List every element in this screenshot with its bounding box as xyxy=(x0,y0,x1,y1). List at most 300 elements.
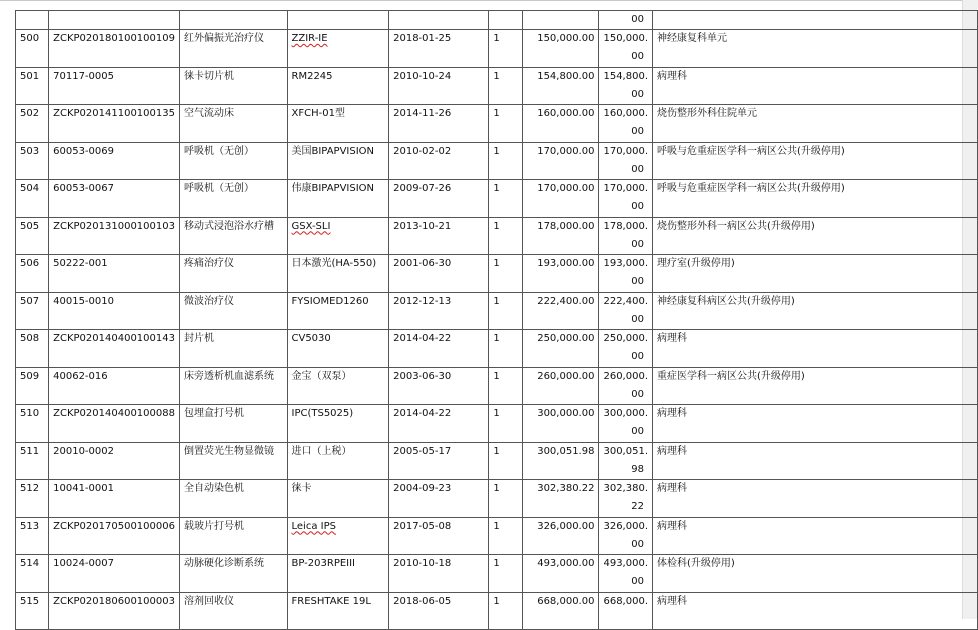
cell-total xyxy=(599,555,653,593)
cell-model-text: FYSIOMED1260 xyxy=(291,295,369,307)
cell-model-text: 日本激光(HA-550) xyxy=(291,258,377,269)
cell-price-text: 160,000.00 xyxy=(537,108,595,119)
cell-qty xyxy=(489,555,523,593)
cell-total-line1: 160,000. xyxy=(603,108,648,119)
cell-id-text: 502 xyxy=(20,108,40,119)
cell-total xyxy=(599,367,653,405)
cell-id-text: 504 xyxy=(20,183,40,194)
page-top-border xyxy=(0,0,978,1)
cell-date xyxy=(389,180,489,218)
cell-name-text: 载玻片打号机 xyxy=(183,520,244,532)
cell-dept xyxy=(653,255,978,293)
cell-dept-text: 病理科 xyxy=(657,483,687,494)
cell-id-text: 506 xyxy=(20,258,40,269)
cell-code-text: 70117-0005 xyxy=(53,70,114,82)
cell-code-text: 10024-0007 xyxy=(53,558,114,569)
table-row xyxy=(16,67,978,105)
cell-model xyxy=(287,292,389,330)
cell-price-text: 326,000.00 xyxy=(537,520,595,532)
cell-qty-text: 1 xyxy=(493,595,500,607)
cell-qty-text: 1 xyxy=(493,445,500,457)
cell-date-text: 2012-12-13 xyxy=(393,295,452,307)
table-row xyxy=(16,442,978,480)
cell-total-line1: 170,000. xyxy=(603,145,648,157)
cell-date xyxy=(389,255,489,293)
cell-dept-text: 呼吸与危重症医学科一病区公共(升级停用) xyxy=(657,183,845,194)
cell-code-text: ZCKP020140400100143 xyxy=(53,333,175,344)
cell-total xyxy=(599,105,653,143)
cell-price xyxy=(523,292,599,330)
cell-id-text: 512 xyxy=(20,483,40,494)
cell-name-text: 包埋盒打号机 xyxy=(183,408,244,419)
cell-dept xyxy=(653,367,978,405)
table-row xyxy=(16,105,978,143)
cell-id xyxy=(16,517,49,555)
cell-id xyxy=(16,592,49,630)
cell-qty xyxy=(489,142,523,180)
cell-price-text: 250,000.00 xyxy=(537,333,595,344)
cell-code-text: ZCKP020170500100006 xyxy=(53,520,175,532)
cell-id xyxy=(16,442,49,480)
cell-date-text: 2017-05-08 xyxy=(393,520,452,532)
cell-model xyxy=(287,517,389,555)
cell-id xyxy=(16,555,49,593)
cell-id xyxy=(16,30,49,68)
cell-total xyxy=(599,30,653,68)
cell-id xyxy=(16,405,49,443)
cell-date xyxy=(389,330,489,368)
cell-code-text: 50222-001 xyxy=(53,258,108,269)
cell-model xyxy=(287,142,389,180)
cell-dept xyxy=(653,592,978,630)
cell-id-text: 501 xyxy=(20,70,40,82)
cell-qty-text: 1 xyxy=(493,108,500,119)
cell-qty xyxy=(489,105,523,143)
cell-price xyxy=(523,217,599,255)
cell-total-line2: 00 xyxy=(631,276,644,287)
cell-id xyxy=(16,142,49,180)
cell-total xyxy=(599,292,653,330)
cell-name-text: 床旁透析机血滤系统 xyxy=(183,370,274,382)
cell-qty-text: 1 xyxy=(493,33,500,44)
cell-qty xyxy=(489,480,523,518)
cell-total-line1: 178,000. xyxy=(603,220,648,232)
cell-code xyxy=(49,480,180,518)
cell-date xyxy=(389,592,489,630)
cell-total-line2: 00 xyxy=(631,201,644,212)
cell-dept xyxy=(653,517,978,555)
cell-price xyxy=(523,255,599,293)
cell-date-text: 2014-11-26 xyxy=(393,108,452,119)
cell-model xyxy=(287,105,389,143)
cell-id-text: 505 xyxy=(20,220,40,232)
cell-price xyxy=(523,105,599,143)
cell-date xyxy=(389,30,489,68)
cell-total-line2: 00 xyxy=(631,313,644,325)
cell-code-text: 10041-0001 xyxy=(53,483,114,494)
cell-price-text: 222,400.00 xyxy=(537,295,595,307)
cell-id xyxy=(16,367,49,405)
cell-code xyxy=(49,292,180,330)
cell-price xyxy=(523,442,599,480)
cell-qty-text: 1 xyxy=(493,145,500,157)
cell-model-text: XFCH-01型 xyxy=(291,108,345,119)
cell-model xyxy=(287,180,389,218)
cell-dept-text: 病理科 xyxy=(657,70,687,82)
cell-dept-text: 呼吸与危重症医学科一病区公共(升级停用) xyxy=(657,145,845,157)
cell-dept-text: 烧伤整形外科住院单元 xyxy=(657,108,757,119)
cell-id-text: 500 xyxy=(20,33,40,44)
cell-id-text: 515 xyxy=(20,595,40,607)
cell-model-text: Leica IPS xyxy=(291,520,336,532)
cell-id xyxy=(16,180,49,218)
cell-price-text: 170,000.00 xyxy=(537,183,595,194)
cell-total-line2: 00 xyxy=(631,576,644,587)
cell-date xyxy=(389,11,489,30)
cell-model-text: GSX-SLI xyxy=(291,220,331,232)
cell-qty xyxy=(489,330,523,368)
cell-id xyxy=(16,480,49,518)
cell-name xyxy=(179,405,287,443)
cell-dept-text: 神经康复科单元 xyxy=(657,33,727,44)
cell-price xyxy=(523,517,599,555)
cell-qty xyxy=(489,180,523,218)
cell-date xyxy=(389,292,489,330)
table-row xyxy=(16,180,978,218)
cell-qty-text: 1 xyxy=(493,70,500,82)
cell-price-text: 668,000.00 xyxy=(537,595,595,607)
cell-qty xyxy=(489,11,523,30)
cell-date-text: 2010-10-18 xyxy=(393,558,452,569)
cell-dept-text: 理疗室(升级停用) xyxy=(657,258,735,269)
cell-total xyxy=(599,517,653,555)
cell-qty-text: 1 xyxy=(493,408,500,419)
cell-dept xyxy=(653,480,978,518)
cell-total xyxy=(599,330,653,368)
table-row xyxy=(16,555,978,593)
cell-price-text: 193,000.00 xyxy=(537,258,595,269)
cell-qty-text: 1 xyxy=(493,258,500,269)
cell-code xyxy=(49,255,180,293)
cell-price xyxy=(523,30,599,68)
cell-date-text: 2010-10-24 xyxy=(393,70,452,82)
cell-date-text: 2014-04-22 xyxy=(393,333,452,344)
cell-name xyxy=(179,11,287,30)
cell-total xyxy=(599,11,653,30)
cell-id xyxy=(16,255,49,293)
cell-name xyxy=(179,292,287,330)
cell-date xyxy=(389,217,489,255)
cell-name-text: 溶剂回收仪 xyxy=(183,595,234,607)
cell-model xyxy=(287,67,389,105)
cell-qty-text: 1 xyxy=(493,333,500,344)
cell-model-text: 美国BIPAPVISION xyxy=(291,145,375,157)
cell-total-line2: 00 xyxy=(631,88,644,100)
cell-model xyxy=(287,480,389,518)
cell-price xyxy=(523,180,599,218)
cell-id xyxy=(16,11,49,30)
cell-total xyxy=(599,442,653,480)
cell-date-text: 2009-07-26 xyxy=(393,183,452,194)
cell-total xyxy=(599,480,653,518)
cell-qty xyxy=(489,517,523,555)
cell-total-line1: 300,000. xyxy=(603,408,648,419)
cell-total-line2: 00 xyxy=(631,426,644,437)
cell-code xyxy=(49,180,180,218)
cell-dept-text: 重症医学科一病区公共(升级停用) xyxy=(657,370,805,382)
cell-total xyxy=(599,217,653,255)
cell-total-line2: 00 xyxy=(631,538,644,550)
cell-total-line1: 193,000. xyxy=(603,258,648,269)
cell-price-text: 493,000.00 xyxy=(537,558,595,569)
cell-date-text: 2001-06-30 xyxy=(393,258,452,269)
cell-model-text: BP-203RPEIII xyxy=(291,558,356,569)
cell-total-line1: 250,000. xyxy=(603,333,648,344)
cell-date xyxy=(389,442,489,480)
cell-model xyxy=(287,367,389,405)
table-row xyxy=(16,480,978,518)
table-row xyxy=(16,517,978,555)
cell-qty xyxy=(489,67,523,105)
table-row xyxy=(16,405,978,443)
cell-qty-text: 1 xyxy=(493,558,500,569)
cell-name xyxy=(179,367,287,405)
cell-date xyxy=(389,142,489,180)
cell-id-text: 513 xyxy=(20,520,40,532)
cell-name xyxy=(179,30,287,68)
cell-code xyxy=(49,330,180,368)
cell-dept xyxy=(653,442,978,480)
cell-total-tail: 00 xyxy=(631,14,644,25)
cell-dept-text: 病理科 xyxy=(657,595,687,607)
cell-price xyxy=(523,405,599,443)
cell-model-text: RM2245 xyxy=(291,70,333,82)
table-row xyxy=(16,367,978,405)
cell-code xyxy=(49,30,180,68)
cell-total-line1: 260,000. xyxy=(603,370,648,382)
table-row xyxy=(16,142,978,180)
cell-dept xyxy=(653,405,978,443)
cell-dept xyxy=(653,555,978,593)
cell-dept xyxy=(653,105,978,143)
cell-qty xyxy=(489,405,523,443)
cell-total-line2: 00 xyxy=(631,51,644,62)
cell-dept xyxy=(653,30,978,68)
cell-total-line1: 154,800. xyxy=(603,70,648,82)
cell-name xyxy=(179,217,287,255)
table-row-partial xyxy=(16,11,978,30)
cell-model xyxy=(287,592,389,630)
cell-name-text: 全自动染色机 xyxy=(183,483,244,494)
cell-id-text: 511 xyxy=(20,445,40,457)
cell-code-text: 40062-016 xyxy=(53,370,108,382)
cell-model-text: 进口（上税） xyxy=(291,445,352,457)
cell-date-text: 2004-09-23 xyxy=(393,483,452,494)
cell-date xyxy=(389,105,489,143)
cell-code xyxy=(49,442,180,480)
cell-price xyxy=(523,555,599,593)
cell-qty-text: 1 xyxy=(493,295,500,307)
cell-dept xyxy=(653,330,978,368)
cell-qty xyxy=(489,292,523,330)
cell-dept xyxy=(653,11,978,30)
cell-date-text: 2010-02-02 xyxy=(393,145,452,157)
cell-code-text: 20010-0002 xyxy=(53,445,114,457)
cell-price-text: 154,800.00 xyxy=(537,70,595,82)
cell-name-text: 呼吸机（无创） xyxy=(183,183,254,194)
cell-model-text: 金宝（双泵） xyxy=(291,370,352,382)
cell-code-text: ZCKP020140400100088 xyxy=(53,408,175,419)
cell-date xyxy=(389,480,489,518)
cell-dept-text: 病理科 xyxy=(657,333,687,344)
cell-qty xyxy=(489,30,523,68)
cell-price xyxy=(523,67,599,105)
cell-model-text: 伟康BIPAPVISION xyxy=(291,183,375,194)
cell-total-line2: 22 xyxy=(631,501,644,512)
cell-date-text: 2018-06-05 xyxy=(393,595,452,607)
cell-total xyxy=(599,405,653,443)
cell-price-text: 300,051.98 xyxy=(537,445,595,457)
cell-price xyxy=(523,480,599,518)
cell-code-text: ZCKP020131000100103 xyxy=(53,220,175,232)
cell-date-text: 2018-01-25 xyxy=(393,33,452,44)
cell-date-text: 2003-06-30 xyxy=(393,370,452,382)
cell-total-line2: 98 xyxy=(631,463,644,475)
cell-model xyxy=(287,405,389,443)
cell-name xyxy=(179,330,287,368)
cell-qty-text: 1 xyxy=(493,370,500,382)
cell-dept xyxy=(653,180,978,218)
cell-code xyxy=(49,592,180,630)
cell-price-text: 178,000.00 xyxy=(537,220,595,232)
cell-name xyxy=(179,517,287,555)
cell-code-text: 60053-0067 xyxy=(53,183,114,194)
cell-code-text: ZCKP020141100100135 xyxy=(53,108,175,119)
cell-name xyxy=(179,442,287,480)
cell-id-text: 510 xyxy=(20,408,40,419)
table-row xyxy=(16,217,978,255)
cell-code xyxy=(49,367,180,405)
cell-model xyxy=(287,217,389,255)
cell-qty xyxy=(489,592,523,630)
cell-qty-text: 1 xyxy=(493,220,500,232)
cell-code xyxy=(49,217,180,255)
cell-price-text: 302,380.22 xyxy=(537,483,595,494)
cell-name-text: 微波治疗仪 xyxy=(183,295,234,307)
cell-total-line1: 170,000. xyxy=(603,183,648,194)
table-row xyxy=(16,292,978,330)
cell-price xyxy=(523,330,599,368)
cell-name-text: 呼吸机（无创） xyxy=(183,145,254,157)
cell-code xyxy=(49,142,180,180)
cell-code xyxy=(49,517,180,555)
cell-total-line1: 326,000. xyxy=(603,520,648,532)
cell-name xyxy=(179,105,287,143)
cell-name-text: 红外偏振光治疗仪 xyxy=(183,33,264,44)
cell-name xyxy=(179,142,287,180)
cell-model-text: CV5030 xyxy=(291,333,331,344)
cell-total-line1: 493,000. xyxy=(603,558,648,569)
cell-total-line2: 00 xyxy=(631,163,644,175)
cell-date-text: 2014-04-22 xyxy=(393,408,452,419)
cell-id-text: 514 xyxy=(20,558,40,569)
cell-model xyxy=(287,30,389,68)
cell-date xyxy=(389,405,489,443)
cell-dept xyxy=(653,142,978,180)
cell-name-text: 封片机 xyxy=(183,333,214,344)
cell-total xyxy=(599,592,653,630)
cell-total xyxy=(599,180,653,218)
cell-name xyxy=(179,592,287,630)
cell-dept-text: 病理科 xyxy=(657,408,687,419)
cell-code xyxy=(49,105,180,143)
cell-code-text: 40015-0010 xyxy=(53,295,114,307)
cell-total xyxy=(599,142,653,180)
cell-name-text: 空气流动床 xyxy=(183,108,234,119)
cell-name-text: 动脉硬化诊断系统 xyxy=(183,558,264,569)
cell-id xyxy=(16,67,49,105)
cell-dept-text: 病理科 xyxy=(657,520,687,532)
cell-name-text: 徕卡切片机 xyxy=(183,70,234,82)
cell-code xyxy=(49,555,180,593)
cell-price xyxy=(523,592,599,630)
cell-total-line1: 300,051. xyxy=(603,445,648,457)
cell-id-text: 503 xyxy=(20,145,40,157)
cell-price xyxy=(523,11,599,30)
cell-date xyxy=(389,367,489,405)
cell-dept xyxy=(653,292,978,330)
cell-dept-text: 神经康复科病区公共(升级停用) xyxy=(657,295,795,307)
cell-date-text: 2013-10-21 xyxy=(393,220,452,232)
cell-id xyxy=(16,105,49,143)
cell-total xyxy=(599,67,653,105)
cell-price-text: 170,000.00 xyxy=(537,145,595,157)
cell-total-line1: 668,000. xyxy=(603,595,648,607)
cell-id-text: 507 xyxy=(20,295,40,307)
cell-qty xyxy=(489,442,523,480)
cell-qty-text: 1 xyxy=(493,183,500,194)
cell-total-line2: 00 xyxy=(631,388,644,400)
cell-price-text: 300,000.00 xyxy=(537,408,595,419)
cell-id xyxy=(16,217,49,255)
cell-model xyxy=(287,442,389,480)
cell-price-text: 260,000.00 xyxy=(537,370,595,382)
cell-model xyxy=(287,255,389,293)
table-row xyxy=(16,592,978,630)
cell-price-text: 150,000.00 xyxy=(537,33,595,44)
cell-code xyxy=(49,67,180,105)
cell-total-line1: 150,000. xyxy=(603,33,648,44)
cell-qty xyxy=(489,255,523,293)
cell-code-text: 60053-0069 xyxy=(53,145,114,157)
cell-total-line2: 00 xyxy=(631,351,644,362)
cell-dept xyxy=(653,217,978,255)
equipment-table xyxy=(15,10,978,630)
cell-model xyxy=(287,330,389,368)
cell-dept-text: 体检科(升级停用) xyxy=(657,558,735,569)
cell-id xyxy=(16,330,49,368)
cell-model-text: 徕卡 xyxy=(291,483,312,494)
cell-id-text: 509 xyxy=(20,370,40,382)
cell-price xyxy=(523,142,599,180)
cell-total xyxy=(599,255,653,293)
cell-model xyxy=(287,11,389,30)
cell-total-line1: 222,400. xyxy=(603,295,648,307)
cell-code xyxy=(49,405,180,443)
cell-code-text: ZCKP020180100100109 xyxy=(53,33,175,44)
table-row xyxy=(16,255,978,293)
cell-total-line2: 00 xyxy=(631,238,644,250)
